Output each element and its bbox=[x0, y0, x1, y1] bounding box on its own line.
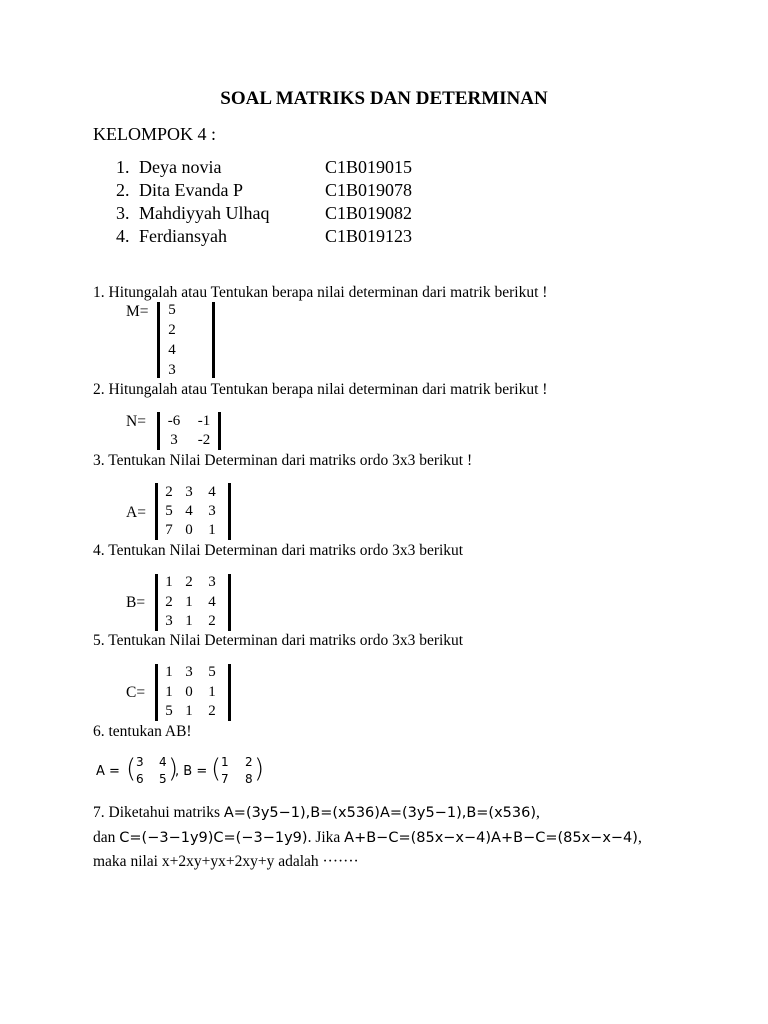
matrix-b-label: B= bbox=[126, 594, 146, 611]
matrix-cell: 1 bbox=[208, 522, 216, 538]
matrix-cell: 3 bbox=[170, 432, 178, 448]
matrix-cell: 2 bbox=[165, 484, 173, 500]
member-nim: C1B019015 bbox=[325, 157, 413, 177]
member-nim: C1B019082 bbox=[325, 203, 413, 223]
matrix-a-label: A = bbox=[96, 764, 120, 779]
matrix-cell: 4 bbox=[159, 755, 167, 769]
matrix-cell: 7 bbox=[221, 772, 229, 786]
matrix-cell: 3 bbox=[165, 613, 173, 629]
member-number: 2. bbox=[116, 180, 130, 200]
question-3-text: 3. Tentukan Nilai Determinan dari matriks ordo 3x3 berikut ! bbox=[93, 452, 473, 469]
question-6-text: 6. tentukan AB! bbox=[93, 723, 192, 740]
matrix-cell: 1 bbox=[221, 755, 229, 769]
determinant-bar-left bbox=[155, 483, 158, 540]
matrix-cell: 3 bbox=[185, 484, 193, 500]
member-name: Ferdiansyah bbox=[139, 226, 227, 246]
matrix-cell: 5 bbox=[165, 703, 173, 719]
matrix-cell: 4 bbox=[208, 484, 216, 500]
matrix-cell: 3 bbox=[168, 362, 176, 378]
member-nim: C1B019078 bbox=[325, 180, 413, 200]
member-number: 3. bbox=[116, 203, 130, 223]
matrix-cell: 0 bbox=[185, 522, 193, 538]
matrix-cell: -6 bbox=[167, 413, 181, 429]
matrix-cell: 0 bbox=[185, 684, 193, 700]
determinant-bar-left bbox=[155, 574, 158, 631]
matrix-cell: 4 bbox=[208, 594, 216, 610]
matrix-m-label: M= bbox=[126, 303, 149, 320]
determinant-bar-right bbox=[212, 302, 215, 378]
matrix-b-label: , B = bbox=[175, 764, 208, 779]
matrix-a-label: A= bbox=[126, 504, 146, 521]
determinant-bar-right bbox=[228, 574, 231, 631]
matrix-cell: 3 bbox=[208, 574, 216, 590]
matrix-cell: 6 bbox=[136, 772, 144, 786]
member-name: Deya novia bbox=[139, 157, 222, 177]
paren-right: ) bbox=[254, 754, 265, 784]
determinant-bar-right bbox=[218, 412, 221, 450]
matrix-cell: 2 bbox=[168, 322, 176, 338]
determinant-bar-right bbox=[228, 664, 231, 721]
matrix-cell: 1 bbox=[185, 703, 193, 719]
matrix-cell: 1 bbox=[165, 664, 173, 680]
matrix-cell: 2 bbox=[185, 574, 193, 590]
matrix-cell: 1 bbox=[165, 574, 173, 590]
matrix-cell: 3 bbox=[185, 664, 193, 680]
determinant-bar-left bbox=[157, 302, 160, 378]
matrix-cell: 3 bbox=[136, 755, 144, 769]
matrix-cell: -1 bbox=[197, 413, 211, 429]
matrix-cell: 2 bbox=[245, 755, 253, 769]
matrix-cell: 5 bbox=[168, 302, 176, 318]
page-title: SOAL MATRIKS DAN DETERMINAN bbox=[220, 88, 548, 109]
determinant-bar-right bbox=[228, 483, 231, 540]
matrix-cell: 3 bbox=[208, 503, 216, 519]
question-7-line-2: dan C=(−3−1y9)C=(−3−1y9). Jika A+B−C=(85x−x−4)A+B−C=(85x−x−4), bbox=[93, 829, 642, 846]
question-4-text: 4. Tentukan Nilai Determinan dari matriks ordo 3x3 berikut bbox=[93, 542, 464, 559]
group-label: KELOMPOK 4 : bbox=[93, 124, 217, 144]
matrix-cell: 5 bbox=[208, 664, 216, 680]
member-name: Mahdiyyah Ulhaq bbox=[139, 203, 270, 223]
paren-left: ( bbox=[126, 754, 137, 784]
question-2-text: 2. Hitungalah atau Tentukan berapa nilai determinan dari matrik berikut ! bbox=[93, 381, 548, 398]
matrix-cell: 2 bbox=[208, 613, 216, 629]
member-number: 1. bbox=[116, 157, 130, 177]
question-5-text: 5. Tentukan Nilai Determinan dari matriks ordo 3x3 berikut bbox=[93, 632, 464, 649]
matrix-cell: 1 bbox=[185, 594, 193, 610]
matrix-cell: 4 bbox=[168, 342, 176, 358]
matrix-cell: 2 bbox=[208, 703, 216, 719]
matrix-cell: 5 bbox=[165, 503, 173, 519]
matrix-cell: 1 bbox=[165, 684, 173, 700]
matrix-cell: 5 bbox=[159, 772, 167, 786]
member-name: Dita Evanda P bbox=[139, 180, 243, 200]
paren-left: ( bbox=[211, 754, 222, 784]
matrix-cell: 7 bbox=[165, 522, 173, 538]
matrix-cell: -2 bbox=[197, 432, 211, 448]
member-number: 4. bbox=[116, 226, 130, 246]
matrix-cell: 2 bbox=[165, 594, 173, 610]
matrix-n-label: N= bbox=[126, 413, 146, 430]
paren-right: ) bbox=[168, 754, 179, 784]
determinant-bar-left bbox=[157, 412, 160, 450]
member-nim: C1B019123 bbox=[325, 226, 413, 246]
question-7-line-1: 7. Diketahui matriks A=(3y5−1),B=(x536)A=(3y5−1),B=(x536), bbox=[93, 804, 540, 821]
matrix-cell: 8 bbox=[245, 772, 253, 786]
matrix-cell: 4 bbox=[185, 503, 193, 519]
determinant-bar-left bbox=[155, 664, 158, 721]
matrix-cell: 1 bbox=[208, 684, 216, 700]
question-7-line-3: maka nilai x+2xy+yx+2xy+y adalah ······· bbox=[93, 853, 359, 870]
matrix-cell: 1 bbox=[185, 613, 193, 629]
matrix-c-label: C= bbox=[126, 684, 146, 701]
question-1-text: 1. Hitungalah atau Tentukan berapa nilai determinan dari matrik berikut ! bbox=[93, 284, 548, 301]
